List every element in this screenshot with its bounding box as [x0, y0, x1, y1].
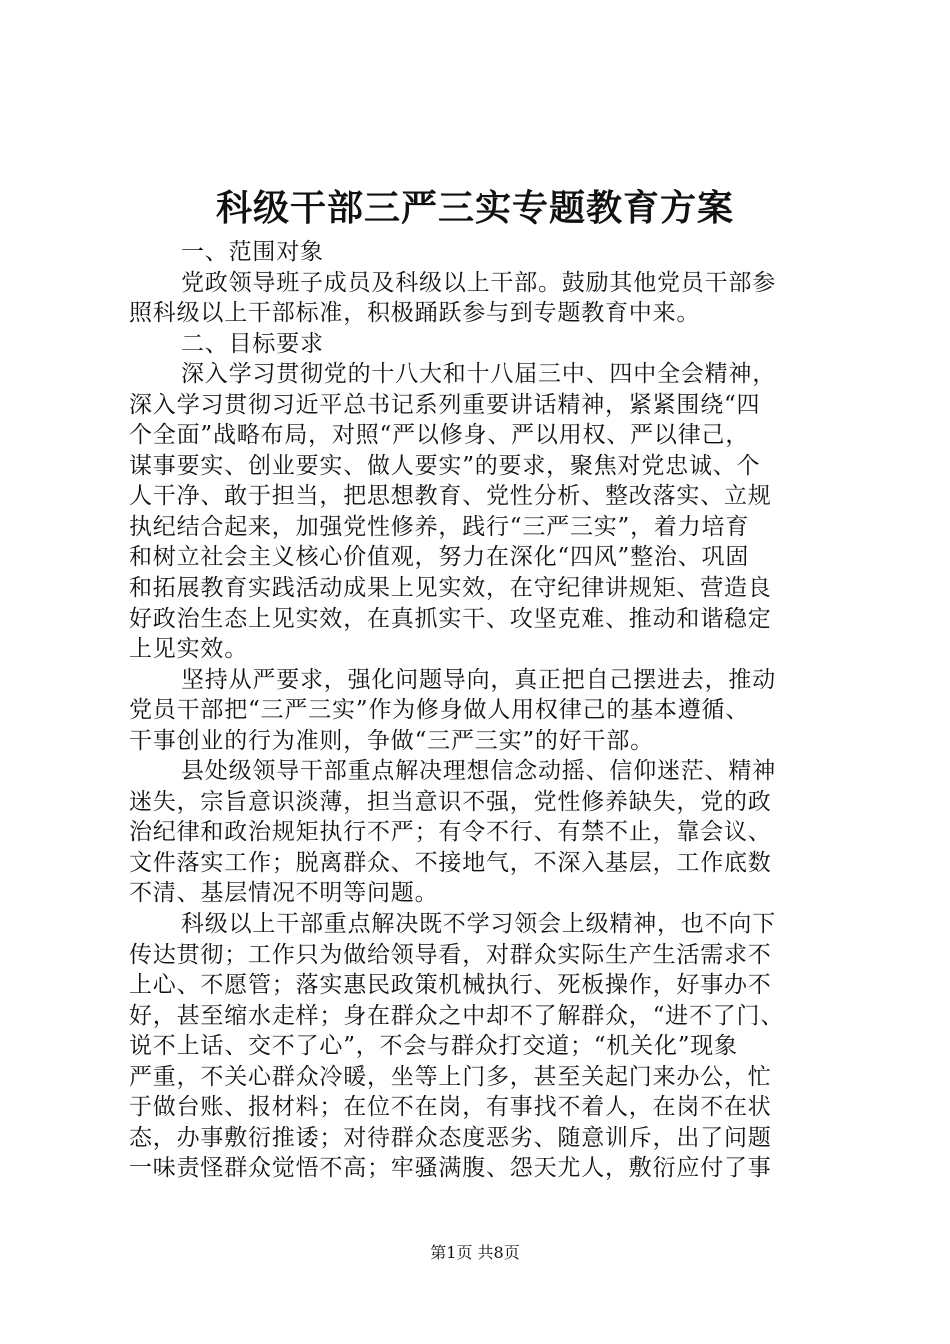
text-line: 党政领导班子成员及科级以上干部。鼓励其他党员干部参 — [181, 269, 776, 296]
text-line: 迷失，宗旨意识淡薄，担当意识不强，党性修养缺失，党的政 — [129, 788, 772, 815]
text-line: 严重，不关心群众冷暖，坐等上门多，甚至关起门来办公，忙 — [129, 1063, 772, 1090]
text-line: 于做台账、报材料；在位不在岗，有事找不着人，在岗不在状 — [129, 1094, 772, 1121]
text-line: 深入学习贯彻习近平总书记系列重要讲话精神，紧紧围绕“四 — [129, 391, 761, 418]
text-line: 深入学习贯彻党的十八大和十八届三中、四中全会精神， — [181, 361, 776, 388]
text-line: 个全面”战略布局，对照“严以修身、严以用权、严以律己， — [129, 422, 750, 449]
text-line: 好政治生态上见实效，在真抓实干、攻坚克难、推动和谐稳定 — [129, 605, 772, 632]
text-line: 科级以上干部重点解决既不学习领会上级精神，也不向下 — [181, 911, 776, 938]
text-line: 县处级领导干部重点解决理想信念动摇、信仰迷茫、精神 — [181, 758, 776, 785]
text-line: 态，办事敷衍推诿；对待群众态度恶劣、随意训斥，出了问题 — [129, 1124, 772, 1151]
text-line: 传达贯彻；工作只为做给领导看，对群众实际生产生活需求不 — [129, 941, 772, 968]
text-line: 不清、基层情况不明等问题。 — [129, 880, 439, 907]
document-body — [129, 237, 831, 1184]
text-line: 照科级以上干部标准，积极踊跃参与到专题教育中来。 — [129, 300, 701, 327]
document-title: 科级干部三严三实专题教育方案 — [215, 187, 734, 229]
text-line: 文件落实工作；脱离群众、不接地气，不深入基层，工作底数 — [129, 849, 772, 876]
text-line: 一味责怪群众觉悟不高；牢骚满腹、怨天尤人，敷衍应付了事 — [129, 1155, 772, 1182]
text-line: 干事创业的行为准则，争做“三严三实”的好干部。 — [129, 727, 654, 754]
section-heading-goals: 二、目标要求 — [181, 330, 324, 357]
text-line: 坚持从严要求，强化问题导向，真正把自己摆进去，推动 — [181, 666, 776, 693]
section-heading-scope: 一、范围对象 — [181, 239, 324, 265]
text-line: 上心、不愿管；落实惠民政策机械执行、死板操作，好事办不 — [129, 972, 772, 999]
text-line: 说不上话、交不了心”，不会与群众打交道；“机关化”现象 — [129, 1033, 738, 1060]
text-line: 和树立社会主义核心价值观，努力在深化“四风”整治、巩固 — [129, 544, 750, 571]
text-line: 执纪结合起来，加强党性修养，践行“三严三实”，着力培育 — [129, 513, 750, 540]
text-line: 人干净、敢于担当，把思想教育、党性分析、整改落实、立规 — [129, 483, 772, 510]
text-line: 好，甚至缩水走样；身在群众之中却不了解群众，“进不了门、 — [129, 1002, 785, 1029]
text-line: 上见实效。 — [129, 636, 248, 663]
text-line: 和拓展教育实践活动成果上见实效，在守纪律讲规矩、营造良 — [129, 575, 772, 602]
text-line: 党员干部把“三严三实”作为修身做人用权律己的基本遵循、 — [129, 697, 750, 724]
page-number-footer: 第1页 共8页 — [430, 1243, 520, 1262]
text-line: 谋事要实、创业要实、做人要实”的要求，聚焦对党忠诚、个 — [129, 452, 761, 479]
text-line: 治纪律和政治规矩执行不严；有令不行、有禁不止，靠会议、 — [129, 819, 772, 846]
